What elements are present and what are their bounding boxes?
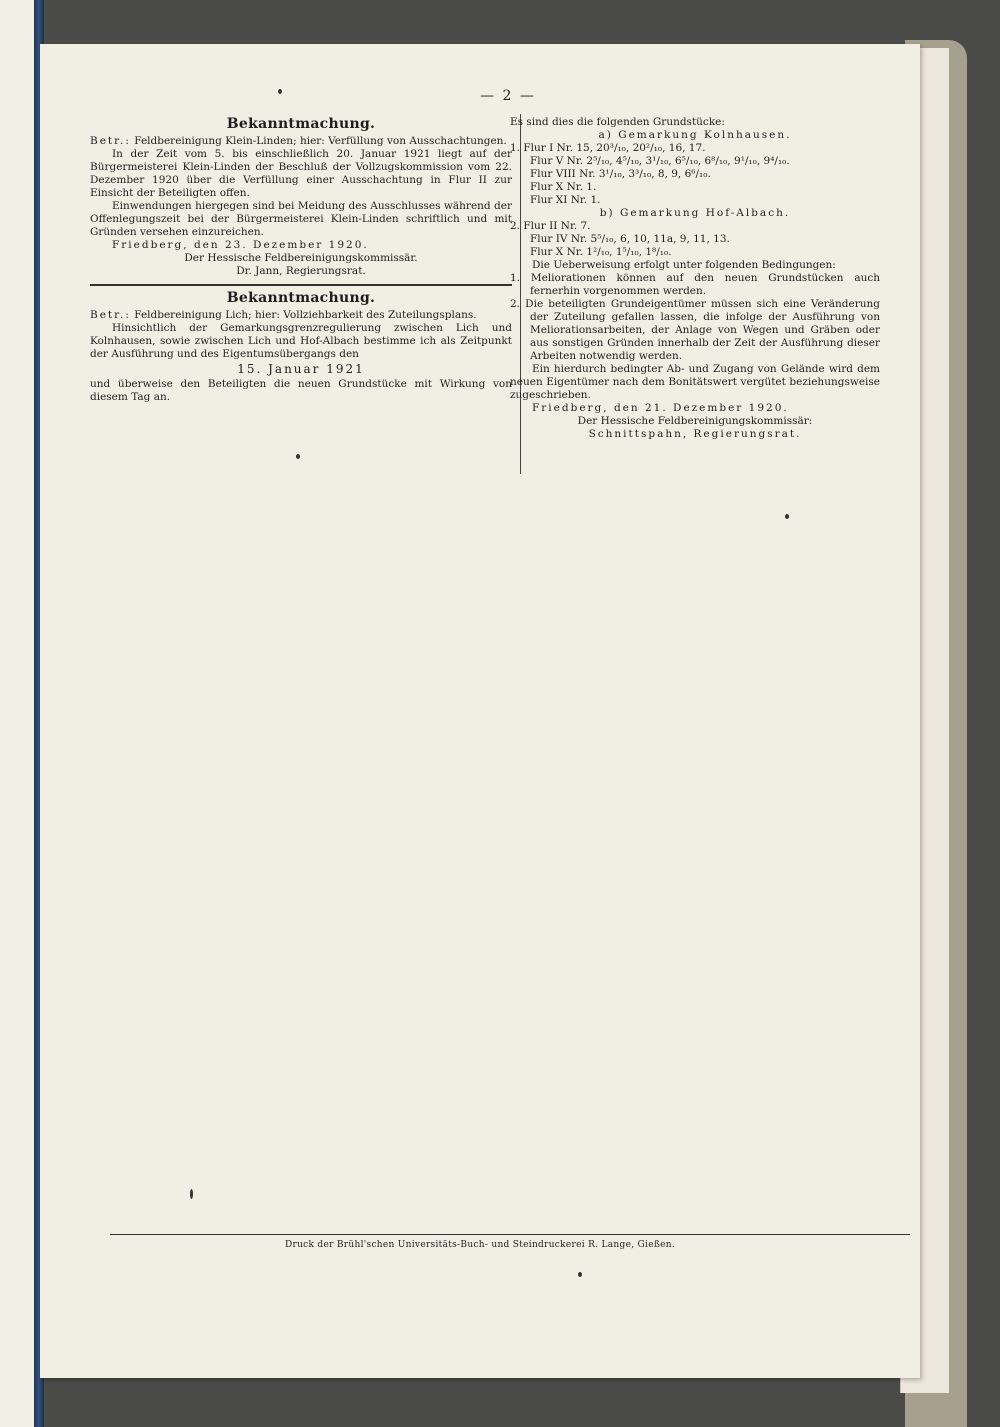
parcel-line: Flur X Nr. 1. xyxy=(530,181,597,193)
notice-paragraph: Hinsichtlich der Gemarkungsgrenzregulierung zwischen Lich und Kolnhausen, sowie zwischen Lich und Hof-Albach bestimme ich als Zeitpunkt der Ausführung und des Eigentumsübergangs den xyxy=(90,322,512,360)
ink-speck xyxy=(578,1272,582,1277)
parcel-line: Flur VIII Nr. 3¹/₁₀, 3³/₁₀, 8, 9, 6⁶/₁₀. xyxy=(530,168,711,180)
ink-speck xyxy=(190,1189,193,1199)
parcel-line: 1. Flur I Nr. 15, 20³/₁₀, 20²/₁₀, 16, 17. xyxy=(510,142,706,154)
ink-speck xyxy=(278,89,282,94)
subject-prefix: Betr.: xyxy=(90,309,131,321)
section-heading: b) Gemarkung Hof-Albach. xyxy=(599,207,791,219)
notice-paragraph: In der Zeit vom 5. bis einschließlich 20. Januar 1921 liegt auf der Bürgermeisterei Klein-Linden der Beschluß der Vollzugskommission vom 22. Dezember 1920 über die Verfüllung einer Ausschachtung in Flur II zur Einsicht der Beteiligten offen. xyxy=(90,148,512,199)
parcel-line: Flur XI Nr. 1. xyxy=(530,194,601,206)
footer-rule xyxy=(110,1234,910,1235)
parcel-line: Flur X Nr. 1²/₁₀, 1⁵/₁₀, 1⁸/₁₀. xyxy=(530,246,672,258)
effective-date: 15. Januar 1921 xyxy=(237,362,365,376)
signer-title: Der Hessische Feldbereinigungskommissär: xyxy=(577,415,813,427)
printer-imprint: Druck der Brühl'schen Universitäts-Buch- und Steindruckerei R. Lange, Gießen. xyxy=(284,1240,676,1250)
signer-name: Dr. Jann, Regierungsrat. xyxy=(236,265,366,277)
parcel-line: Flur IV Nr. 5⁵/₁₀, 6, 10, 11a, 9, 11, 13. xyxy=(530,233,730,245)
left-column xyxy=(90,116,512,404)
condition-item: 2. Die beteiligten Grundeigentümer müssen sich eine Veränderung der Zuteilung gefallen lassen, die infolge der Ausführung von Meliorationsarbeiten, der Anlage von Wegen und Gräben oder aus sonstigen Gründen innerhalb der Zeit der Ausführung dieser Arbeiten notwendig werden. xyxy=(510,298,880,362)
conditions-intro: Die Ueberweisung erfolgt unter folgenden Bedingungen: xyxy=(532,259,836,271)
signer-name: Schnittspahn, Regierungsrat. xyxy=(588,428,802,440)
right-column xyxy=(510,116,880,441)
subject-text: Feldbereinigung Lich; hier: Vollziehbarkeit des Zuteilungsplans. xyxy=(134,309,477,321)
notice-date: Friedberg, den 21. Dezember 1920. xyxy=(532,402,789,414)
page-number: — 2 — xyxy=(480,88,536,104)
ink-speck xyxy=(296,454,300,459)
notice-heading: Bekanntmachung. xyxy=(226,116,376,132)
parcels-intro: Es sind dies die folgenden Grundstücke: xyxy=(510,116,725,128)
condition-item: 1. Meliorationen können auf den neuen Grundstücken auch fernerhin vorgenommen werden. xyxy=(510,272,880,297)
ink-speck xyxy=(785,514,789,519)
parcel-line: 2. Flur II Nr. 7. xyxy=(510,220,591,232)
notice-paragraph: Einwendungen hiergegen sind bei Meidung des Ausschlusses während der Offenlegungszeit bei der Bürgermeisterei Klein-Linden schriftlich und mit Gründen versehen einzureichen. xyxy=(90,200,512,238)
subject-prefix: Betr.: xyxy=(90,135,131,147)
signer-title: Der Hessische Feldbereinigungskommissär. xyxy=(184,252,418,264)
notice-heading: Bekanntmachung. xyxy=(226,290,376,306)
notice-subject xyxy=(90,135,512,148)
notice-date: Friedberg, den 23. Dezember 1920. xyxy=(112,239,369,251)
notice-subject xyxy=(90,309,512,322)
subject-text: Feldbereinigung Klein-Linden; hier: Verfüllung von Ausschachtungen. xyxy=(134,135,507,147)
closing-paragraph: Ein hierdurch bedingter Ab- und Zugang von Gelände wird dem neuen Eigentümer nach dem Bonitätswert vergütet beziehungsweise zugeschrieben. xyxy=(510,363,880,401)
document-page xyxy=(40,44,920,1378)
section-heading: a) Gemarkung Kolnhausen. xyxy=(598,129,792,141)
notice-paragraph: und überweise den Beteiligten die neuen Grundstücke mit Wirkung von diesem Tag an. xyxy=(90,378,512,403)
parcel-line: Flur V Nr. 2⁵/₁₀, 4⁵/₁₀, 3¹/₁₀, 6⁵/₁₀, 6⁸/₁₀, 9¹/₁₀, 9⁴/₁₀. xyxy=(530,155,790,167)
section-divider xyxy=(90,284,512,286)
